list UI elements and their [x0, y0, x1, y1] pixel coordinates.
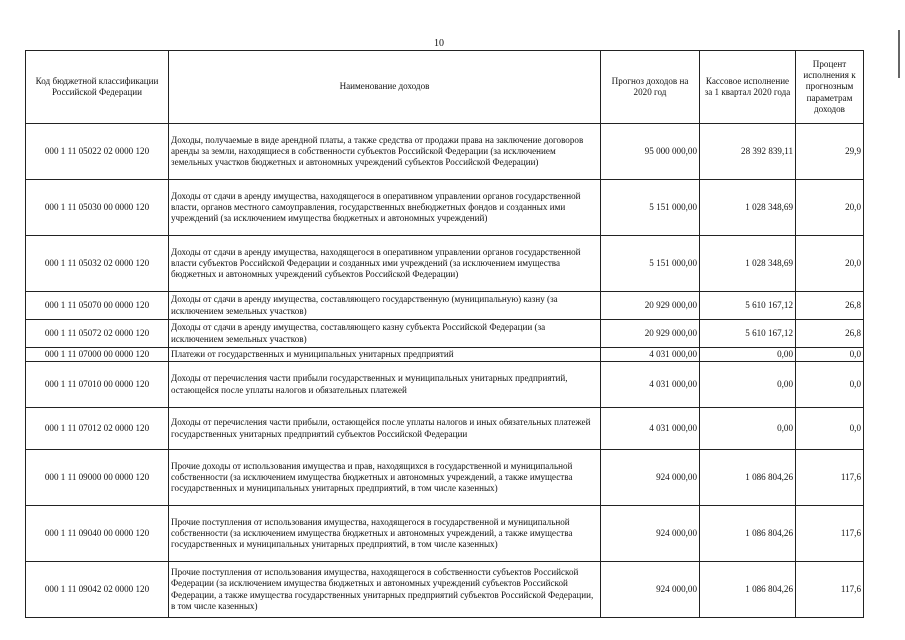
row-percent: 20,0: [796, 180, 864, 236]
row-forecast: 4 031 000,00: [601, 348, 700, 362]
row-execution: 28 392 839,11: [700, 124, 796, 180]
row-execution: 1 086 804,26: [700, 506, 796, 562]
row-execution: 1 028 348,69: [700, 180, 796, 236]
row-name: Прочие доходы от использования имущества и прав, находящихся в государственной и муниципальной собственности (за исключением имущества бюджетных и автономных учреждений, а также имущества государственных и муниципальных унитарных предприятий, в том числе казенных): [169, 450, 601, 506]
row-percent: 0,0: [796, 362, 864, 408]
table-row: [26, 348, 864, 362]
row-forecast: 4 031 000,00: [601, 408, 700, 450]
row-code: 000 1 11 05070 00 0000 120: [26, 292, 169, 320]
row-forecast: 4 031 000,00: [601, 362, 700, 408]
row-name: Доходы от сдачи в аренду имущества, находящегося в оперативном управлении органов государственной власти, органов местного самоуправления, государственных внебюджетных фондов и созданных ими учреждений (за исключением имущества бюджетных и автономных учреждений): [169, 180, 601, 236]
row-code: 000 1 11 05072 02 0000 120: [26, 320, 169, 348]
header-code: Код бюджетной классификации Российской Федерации: [26, 51, 169, 124]
row-name: Прочие поступления от использования имущества, находящегося в государственной и муниципальной собственности (за исключением имущества бюджетных и автономных учреждений, а также имущества государственных и муниципальных унитарных предприятий, в том числе казенных): [169, 506, 601, 562]
table-row: [26, 236, 864, 292]
row-percent: 0,0: [796, 408, 864, 450]
row-percent: 29,9: [796, 124, 864, 180]
row-name: Платежи от государственных и муниципальных унитарных предприятий: [169, 348, 601, 362]
row-forecast: 5 151 000,00: [601, 236, 700, 292]
row-code: 000 1 11 07010 00 0000 120: [26, 362, 169, 408]
row-execution: 0,00: [700, 348, 796, 362]
row-name: Доходы от сдачи в аренду имущества, находящегося в оперативном управлении органов государственной власти субъектов Российской Федерации и созданных ими учреждений (за исключением имущества бюджетных и автономных учреждений субъектов Российской Федерации): [169, 236, 601, 292]
row-percent: 26,8: [796, 292, 864, 320]
row-code: 000 1 11 05030 00 0000 120: [26, 180, 169, 236]
row-name: Доходы, получаемые в виде арендной платы, а также средства от продажи права на заключение договоров аренды за земли, находящиеся в собственности субъектов Российской Федерации (за исключением земельных участков бюджетных и автономных учреждений субъектов Российской Федерации): [169, 124, 601, 180]
row-name: Доходы от перечисления части прибыли, остающейся после уплаты налогов и иных обязательных платежей государственных унитарных предприятий субъектов Российской Федерации: [169, 408, 601, 450]
row-forecast: 20 929 000,00: [601, 320, 700, 348]
row-percent: 26,8: [796, 320, 864, 348]
row-execution: 1 086 804,26: [700, 562, 796, 618]
row-percent: 117,6: [796, 562, 864, 618]
row-forecast: 924 000,00: [601, 506, 700, 562]
row-percent: 117,6: [796, 506, 864, 562]
row-execution: 0,00: [700, 408, 796, 450]
table-row: [26, 320, 864, 348]
row-code: 000 1 11 09042 02 0000 120: [26, 562, 169, 618]
row-code: 000 1 11 09040 00 0000 120: [26, 506, 169, 562]
row-execution: 5 610 167,12: [700, 292, 796, 320]
row-name: Доходы от сдачи в аренду имущества, составляющего казну субъекта Российской Федерации (за исключением земельных участков): [169, 320, 601, 348]
row-name: Доходы от перечисления части прибыли государственных и муниципальных унитарных предприятий, остающейся после уплаты налогов и обязательных платежей: [169, 362, 601, 408]
row-percent: 20,0: [796, 236, 864, 292]
row-forecast: 20 929 000,00: [601, 292, 700, 320]
revenue-table: [25, 50, 864, 618]
row-forecast: 5 151 000,00: [601, 180, 700, 236]
table-row: [26, 506, 864, 562]
row-code: 000 1 11 05032 02 0000 120: [26, 236, 169, 292]
header-forecast: Прогноз доходов на 2020 год: [601, 51, 700, 124]
row-code: 000 1 11 05022 02 0000 120: [26, 124, 169, 180]
row-code: 000 1 11 07012 02 0000 120: [26, 408, 169, 450]
table-row: [26, 450, 864, 506]
header-percent: Процент исполнения к прогнозным параметрам доходов: [796, 51, 864, 124]
header-execution: Кассовое исполнение за 1 квартал 2020 года: [700, 51, 796, 124]
table-row: [26, 292, 864, 320]
row-name: Доходы от сдачи в аренду имущества, составляющего государственную (муниципальную) казну (за исключением земельных участков): [169, 292, 601, 320]
table-header-row: [26, 51, 864, 124]
row-code: 000 1 11 09000 00 0000 120: [26, 450, 169, 506]
table-row: [26, 362, 864, 408]
row-name: Прочие поступления от использования имущества, находящегося в собственности субъектов Российской Федерации (за исключением имущества бюджетных и автономных учреждений субъектов Российской Федерации, а также имущества государственных унитарных предприятий субъектов Российской Федерации, в том числе казенных): [169, 562, 601, 618]
row-forecast: 95 000 000,00: [601, 124, 700, 180]
table-row: [26, 180, 864, 236]
table-row: [26, 562, 864, 618]
row-code: 000 1 11 07000 00 0000 120: [26, 348, 169, 362]
page-edge-mark: [898, 30, 900, 78]
row-execution: 5 610 167,12: [700, 320, 796, 348]
row-execution: 1 028 348,69: [700, 236, 796, 292]
header-name: Наименование доходов: [169, 51, 601, 124]
row-forecast: 924 000,00: [601, 450, 700, 506]
page-number: 10: [434, 38, 444, 49]
row-execution: 0,00: [700, 362, 796, 408]
row-execution: 1 086 804,26: [700, 450, 796, 506]
table-row: [26, 408, 864, 450]
row-percent: 117,6: [796, 450, 864, 506]
row-percent: 0,0: [796, 348, 864, 362]
table-row: [26, 124, 864, 180]
row-forecast: 924 000,00: [601, 562, 700, 618]
